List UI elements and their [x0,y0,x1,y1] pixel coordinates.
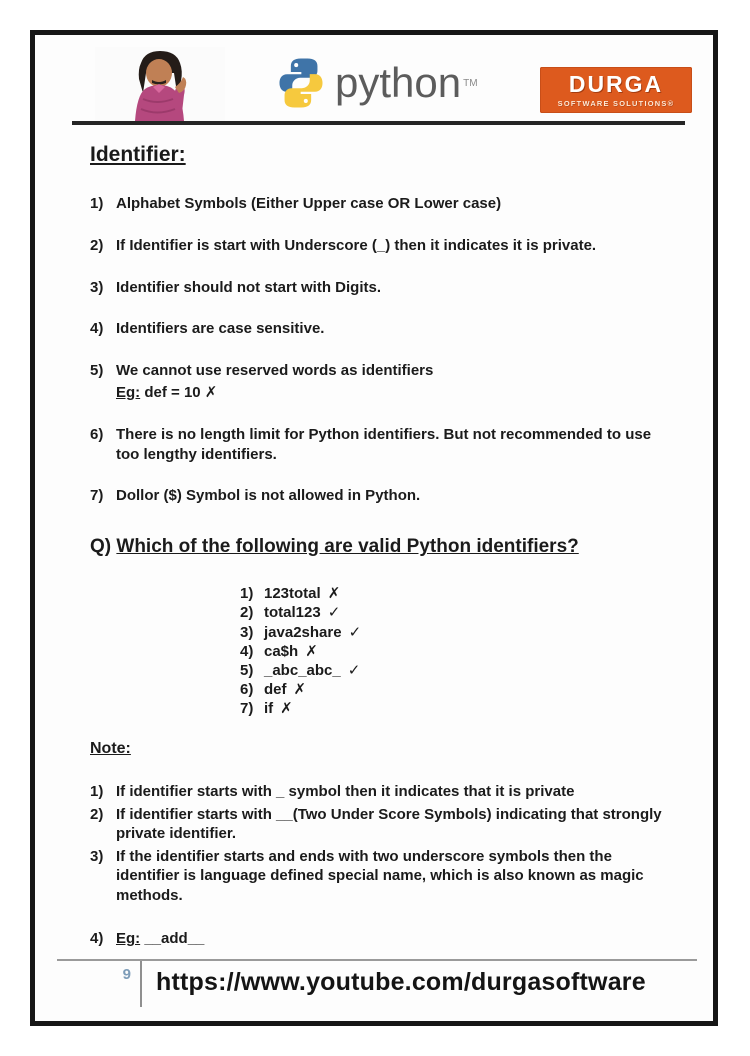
answer-item-7 [240,699,665,718]
answer-item-6 [240,680,665,699]
header-divider [72,121,685,125]
item-number: 3) [90,847,104,865]
identifier-item-6 [90,425,665,465]
identifier-item-2 [90,236,665,256]
valid-check-mark: ✓ [348,623,362,641]
item-number: 2) [90,805,104,823]
item-text: If identifier starts with _ symbol then it indicates that it is private [116,783,575,801]
invalid-x-mark: ✗ [327,585,341,603]
eg-code: __add__ [144,930,205,948]
python-logo [273,51,483,115]
invalid-x-mark: ✗ [280,700,293,718]
item-text: If identifier starts with __(Two Under Score Symbols) indicating that strongly private identifier. [116,805,662,843]
item-number: 3) [240,623,254,641]
invalid-x-mark: ✗ [293,681,307,699]
item-number: 3) [90,278,104,296]
question-prefix: Q) [90,536,112,558]
question-answer-list [240,584,665,718]
valid-check-mark: ✓ [327,604,341,622]
eg-label: Eg: [116,930,141,948]
item-number: 5) [240,661,254,679]
eg-code: def = 10 [144,383,201,401]
identifier-candidate: java2share [264,623,342,641]
item-text: Dollor ($) Symbol is not allowed in Python. [116,487,421,505]
answer-item-3 [240,623,665,642]
item-text: If Identifier is start with Underscore (_) then it indicates it is private. [116,236,597,254]
page-footer [57,959,697,1007]
identifier-heading: Identifier: [90,143,186,166]
example-line [116,383,665,403]
item-number: 7) [240,700,254,718]
answer-item-2 [240,603,665,622]
identifier-candidate: ca$h [264,642,299,660]
page-header [35,35,713,123]
item-text: Alphabet Symbols (Either Upper case OR Lower case) [116,195,502,212]
item-text-line: We cannot use reserved words as identifiers [116,362,434,380]
identifier-candidate: if [264,700,274,718]
item-number: 7) [90,487,104,505]
item-number: 6) [90,425,104,443]
durga-logo [540,67,692,113]
page-content [35,123,713,949]
identifier-item-4 [90,319,665,339]
identifier-item-5 [90,361,665,403]
answer-item-4 [240,642,665,661]
answer-item-1 [240,584,665,603]
note-item-2 [90,805,665,844]
valid-check-mark: ✓ [347,661,361,679]
identifier-candidate: total123 [264,604,321,622]
item-number: 1) [240,585,254,603]
invalid-x-mark: ✗ [305,642,318,660]
identifier-candidate: _abc_abc_ [264,661,341,679]
item-number: 4) [240,642,254,660]
item-text: If the identifier starts and ends with two underscore symbols then the identifier is language defined special name, which is also known as magic methods. [116,847,644,904]
durga-logo-subtitle: SOFTWARE SOLUTIONS® [557,98,675,108]
item-text: Identifiers are case sensitive. [116,320,325,338]
document-page [30,30,718,1026]
item-number: 2) [90,236,104,254]
item-number: 6) [240,681,254,699]
durga-logo-title: DURGA [568,70,664,97]
footer-row [57,961,697,1007]
note-item-4 [90,929,665,949]
identifier-item-3 [90,278,665,298]
item-number: 5) [90,362,104,380]
item-text: Identifier should not start with Digits. [116,278,381,296]
item-text [116,361,665,403]
footer-url[interactable]: https://www.youtube.com/durgasoftware [156,968,646,996]
item-number: 4) [90,320,104,338]
note-heading: Note: [90,740,131,758]
note-item-3 [90,847,665,906]
item-number: 4) [90,930,104,948]
question-heading [90,536,665,558]
person-photo-icon [95,47,225,121]
python-tm-mark: TM [463,77,478,89]
instructor-photo [95,47,225,121]
identifier-candidate: 123total [264,585,321,603]
item-text: There is no length limit for Python identifiers. But not recommended to use too lengthy identifiers. [116,425,652,463]
answer-item-5 [240,661,665,680]
note-item-1 [90,782,665,802]
page-number: 9 [122,966,131,983]
item-number: 1) [90,195,104,212]
identifier-candidate: def [264,681,287,699]
python-wordmark: python [335,59,462,106]
eg-label: Eg: [116,383,141,401]
invalid-x-mark: ✗ [204,383,218,401]
item-number: 1) [90,783,104,801]
identifier-item-7 [90,486,665,506]
identifier-item-1 [90,194,665,214]
python-logo-icon [273,55,329,111]
question-title: Which of the following are valid Python identifiers? [116,536,579,558]
item-number: 2) [240,604,254,622]
item-text [116,929,665,949]
